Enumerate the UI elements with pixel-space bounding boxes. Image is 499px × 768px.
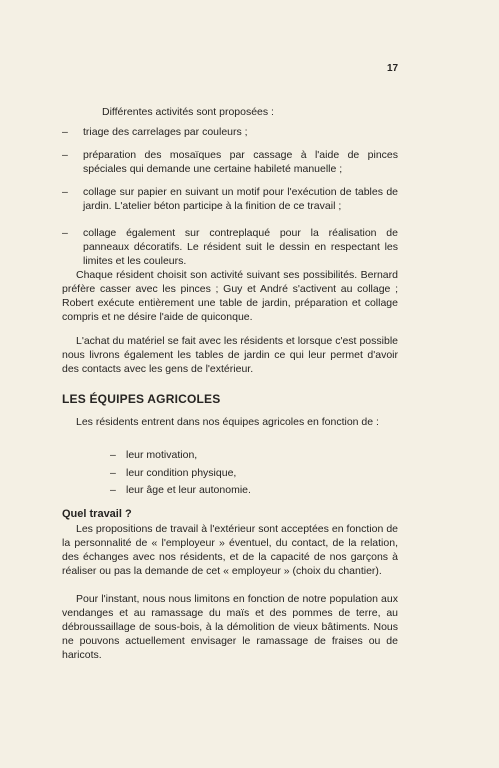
activity-text: préparation des mosaïques par cassage à l'aide de pinces spéciales qui demande une certaine habileté manuelle ;: [83, 149, 398, 175]
paragraph-purchase: L'achat du matériel se fait avec les résidents et lorsque c'est possible nous livrons également les tables de jardin ce qui leur permet d'avoir des contacts avec les gens de l'extérieur.: [62, 335, 398, 375]
criterion-text: leur âge et leur autonomie.: [126, 484, 251, 496]
list-dash: –: [110, 467, 116, 479]
list-dash: –: [110, 484, 116, 496]
page-number: 17: [387, 63, 399, 74]
activity-item: [62, 226, 398, 268]
list-dash: –: [62, 149, 68, 161]
activities-intro: Différentes activités sont proposées :: [102, 106, 274, 118]
subheading: Quel travail ?: [62, 508, 132, 520]
list-dash: –: [62, 227, 68, 239]
list-dash: –: [62, 186, 68, 198]
criterion-text: leur motivation,: [126, 449, 198, 461]
criterion-item: [110, 483, 251, 497]
list-dash: –: [110, 449, 116, 461]
activity-text: collage sur papier en suivant un motif pour l'exécution de tables de jardin. L'atelier béton participe à la finition de ce travail ;: [83, 186, 398, 212]
section-heading: LES ÉQUIPES AGRICOLES: [62, 392, 221, 406]
teams-intro: Les résidents entrent dans nos équipes agricoles en fonction de :: [76, 416, 379, 428]
activity-item: [62, 185, 398, 213]
activity-item: [62, 148, 398, 176]
activity-item: [62, 125, 398, 139]
activity-text: triage des carrelages par couleurs ;: [83, 126, 248, 138]
paragraph-work: Les propositions de travail à l'extérieur sont acceptées en fonction de la personnalité de « l'employeur » éventuel, du contact, de la relation, des échanges avec nos résidents, et de la capacité de nos garçons à réaliser ou pas la demande de cet « employeur » (choix du chantier).: [62, 523, 398, 577]
list-dash: –: [62, 126, 68, 138]
paragraph-limit: Pour l'instant, nous nous limitons en fonction de notre population aux vendanges et au ramassage du maïs et des pommes de terre, au débroussaillage de sous-bois, à la démolition de vieux bâtiments. Nous ne pouvons actuellement envisager le ramassage de fraises ou de haricots.: [62, 593, 398, 661]
criterion-text: leur condition physique,: [126, 467, 237, 479]
criterion-item: [110, 466, 236, 480]
paragraph-choice: Chaque résident choisit son activité suivant ses possibilités. Bernard préfère casser avec les pinces ; Guy et André s'activent au collage ; Robert exécute entièrement une table de jardin, préparation et collage compris et ne désire l'aide de quiconque.: [62, 269, 398, 323]
activity-text: collage également sur contreplaqué pour la réalisation de panneaux décoratifs. Le résident suit le dessin en respectant les limites et les couleurs.: [83, 227, 398, 267]
criterion-item: [110, 448, 197, 462]
